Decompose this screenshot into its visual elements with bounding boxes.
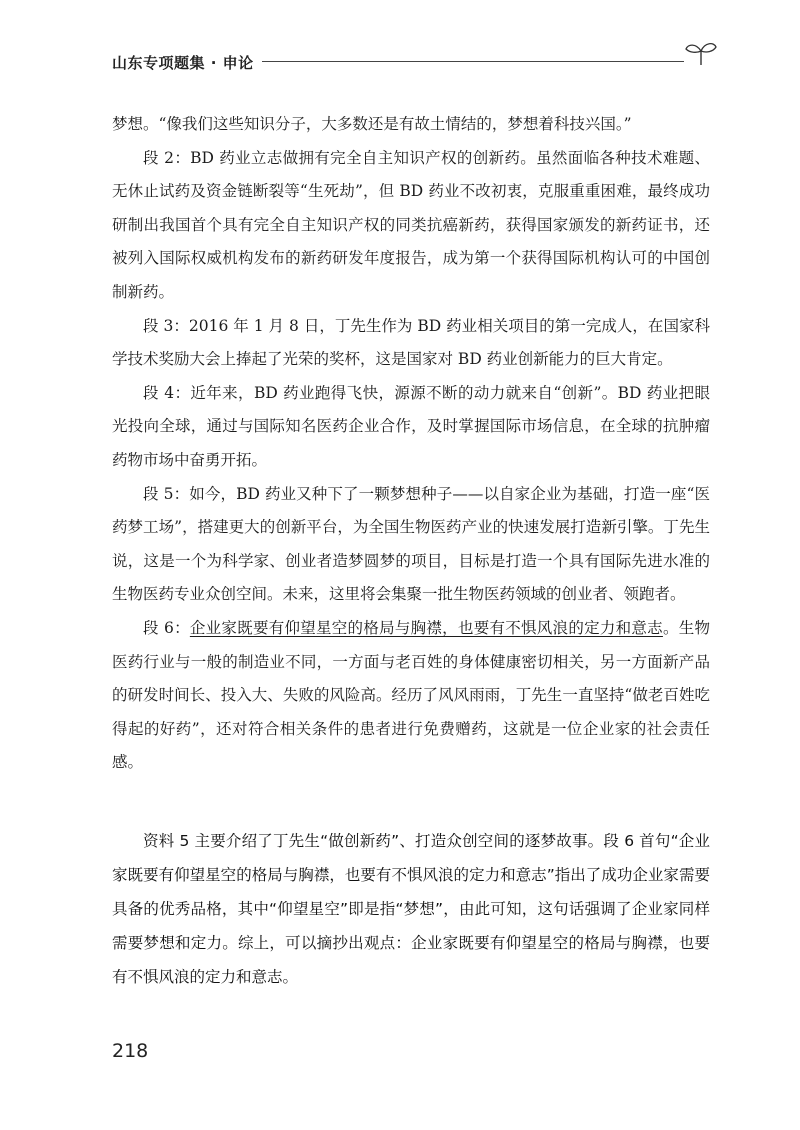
- paragraph-5: 段 5：如今，BD 药业又种下了一颗梦想种子——以自家企业为基础，打造一座“医药梦工场”，搭建更大的创新平台，为全国生物医药产业的快速发展打造新引擎。丁先生说，这是一个为科学家、创业者造梦圆梦的项目，目标是打造一个具有国际先进水准的生物医药专业众创空间。未来，这里将会集聚一批生物医药领域的创业者、领跑者。: [112, 484, 710, 604]
- paragraph-continuation: 梦想。“像我们这些知识分子，大多数还是有故土情结的，梦想着科技兴国。”: [112, 115, 632, 133]
- paragraph-6-key-sentence: 企业家既要有仰望星空的格局与胸襟，也要有不惧风浪的定力和意志: [189, 618, 663, 637]
- sprout-icon: [684, 40, 718, 66]
- page-number: 218: [112, 1040, 149, 1062]
- analysis-paragraph: 资料 5 主要介绍了丁先生“做创新药”、打造众创空间的逐梦故事。段 6 首句“企业家既要有仰望星空的格局与胸襟，也要有不惧风浪的定力和意志”指出了成功企业家需要具备的优秀品格，其中“仰望星空”即是指“梦想”，由此可知，这句话强调了企业家同样需要梦想和定力。综上，可以摘抄出观点：企业家既要有仰望星空的格局与胸襟，也要有不惧风浪的定力和意志。: [112, 832, 710, 986]
- paragraph-6: [112, 612, 710, 780]
- paragraph-3: 段 3：2016 年 1 月 8 日，丁先生作为 BD 药业相关项目的第一完成人，在国家科学技术奖励大会上捧起了光荣的奖杯，这是国家对 BD 药业创新能力的巨大肯定。: [112, 316, 710, 369]
- material-body: [112, 108, 710, 780]
- running-header-title: 山东专项题集 · 申论: [112, 54, 254, 72]
- paragraph-6-rest: 。生物医药行业与一般的制造业不同，一方面与老百姓的身体健康密切相关，另一方面新产品的研发时间长、投入大、失败的风险高。经历了风风雨雨，丁先生一直坚持“做老百姓吃得起的好药”，还对符合相关条件的患者进行免费赠药，这就是一位企业家的社会责任感。: [112, 618, 710, 772]
- paragraph-4: 段 4：近年来，BD 药业跑得飞快，源源不断的动力就来自“创新”。BD 药业把眼光投向全球，通过与国际知名医药企业合作，及时掌握国际市场信息，在全球的抗肿瘤药物市场中奋勇开拓。: [112, 383, 710, 469]
- paragraph-6-label: 段 6：: [143, 618, 190, 637]
- header-rule: [262, 61, 684, 62]
- paragraph-2: 段 2：BD 药业立志做拥有完全自主知识产权的创新药。虽然面临各种技术难题、无休止试药及资金链断裂等“生死劫”，但 BD 药业不改初衷，克服重重困难，最终成功研制出我国首个具有完全自主知识产权的同类抗癌新药，获得国家颁发的新药证书，还被列入国际权威机构发布的新药研发年度报告，成为第一个获得国际机构认可的中国创制新药。: [112, 148, 710, 301]
